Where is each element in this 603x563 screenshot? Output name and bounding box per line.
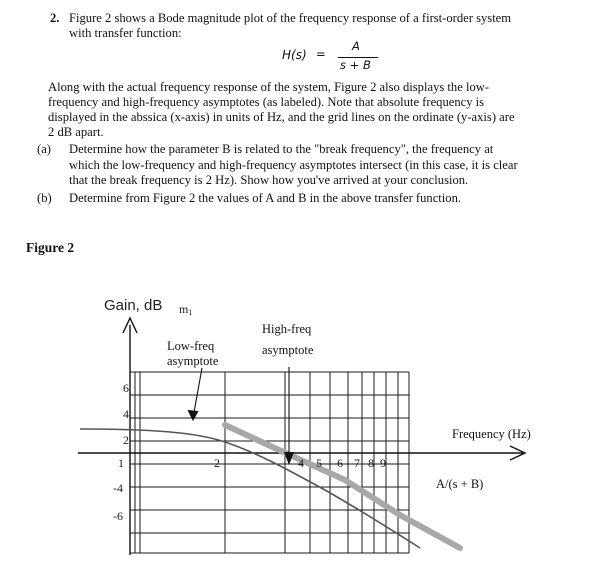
low-freq-pointer-line [193, 368, 202, 418]
x-tick-label: 7 [354, 456, 360, 470]
part-a-label: (a) [37, 142, 51, 156]
figure-caption: Figure 2 [26, 240, 75, 255]
y-axis-label: Gain, dB [104, 297, 163, 314]
y-tick-label: -6 [113, 509, 123, 523]
actual-response-curve [80, 429, 420, 548]
top-tick-label: m1 [179, 302, 193, 317]
x-tick-label: 1 [118, 456, 124, 470]
low-freq-label-line-1: Low-freq [167, 339, 215, 353]
part-b-line-1: Determine from Figure 2 the values of A and B in the above transfer function. [69, 191, 462, 205]
y-tick-label: 6 [123, 381, 129, 395]
part-b-label: (b) [37, 191, 52, 205]
y-tick-label: -4 [113, 481, 123, 495]
high-freq-label-line-2: asymptote [262, 343, 314, 357]
y-tick-label: 4 [123, 407, 129, 421]
part-a-line-2: which the low-frequency and high-frequency asymptotes intersect (in this case, it is clear [69, 158, 518, 172]
formula-denominator: s + B [340, 58, 371, 72]
y-tick-label: 2 [123, 433, 129, 447]
x-tick-label: 5 [316, 456, 322, 470]
x-tick-label: 2 [214, 456, 220, 470]
paragraph-line-4: 2 dB apart. [48, 125, 104, 139]
intro-line-2: with transfer function: [69, 26, 182, 40]
formula-numerator: A [352, 39, 360, 53]
part-a-line-1: Determine how the parameter B is related to the "break frequency", the frequency at [69, 142, 494, 156]
x-tick-label: 4 [298, 456, 304, 470]
part-a-line-3: that the break frequency is 2 Hz). Show how you've arrived at your conclusion. [69, 173, 469, 187]
paragraph-line-3: displayed in the abssica (x-axis) in units of Hz, and the grid lines on the ordinate (y-axis) are [48, 110, 515, 124]
curve-label: A/(s + B) [436, 477, 484, 491]
formula-lhs: H(s) [282, 48, 307, 62]
x-tick-label: 8 [368, 456, 374, 470]
high-freq-label-line-1: High-freq [262, 322, 312, 336]
paragraph-line-2: frequency and high-frequency asymptotes (as labeled). Note that absolute frequency is [48, 95, 485, 109]
x-tick-label: 6 [337, 456, 343, 470]
intro-line-1: Figure 2 shows a Bode magnitude plot of the frequency response of a first-order system [69, 11, 512, 25]
paragraph-line-1: Along with the actual frequency response of the system, Figure 2 also displays the low- [48, 80, 490, 94]
problem-number: 2. [50, 11, 60, 25]
formula-equals: = [316, 47, 326, 61]
x-axis-label: Frequency (Hz) [452, 427, 531, 441]
low-freq-label-line-2: asymptote [167, 354, 219, 368]
x-tick-label: 9 [380, 456, 386, 470]
